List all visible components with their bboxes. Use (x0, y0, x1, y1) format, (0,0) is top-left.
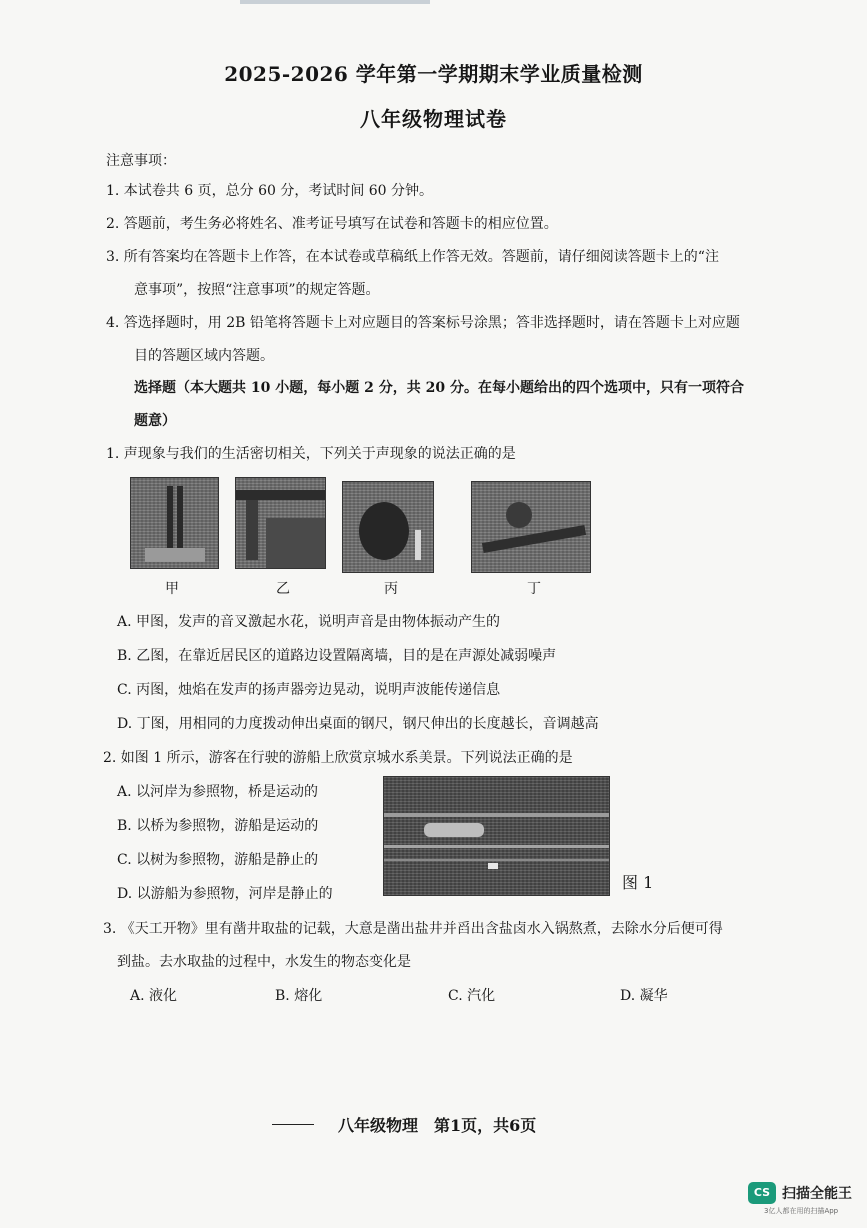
notice-item-continued: 意事项”，按照“注意事项”的规定答题。 (134, 282, 380, 298)
notice-item-continued: 目的答题区域内答题。 (134, 348, 274, 364)
scanner-tagline: 3亿人都在用的扫描App (764, 1207, 839, 1215)
notice-heading: 注意事项： (106, 153, 176, 169)
figure-caption-ding: 丁 (527, 581, 541, 597)
section-header-continued: 题意） (134, 413, 176, 429)
scan-top-mark (240, 0, 430, 4)
question-2-option-b: B. 以桥为参照物，游船是运动的 (117, 818, 319, 834)
question-3-option-a: A. 液化 (130, 988, 178, 1004)
question-2-stem: 2. 如图 1 所示，游客在行驶的游船上欣赏京城水系美景。下列说法正确的是 (103, 750, 573, 766)
figure-yi-noise-barrier (235, 477, 326, 569)
question-1-stem: 1. 声现象与我们的生活密切相关，下列关于声现象的说法正确的是 (106, 446, 516, 462)
figure-caption-yi: 乙 (276, 581, 290, 597)
page-footer: 八年级物理 第1页，共6页 (338, 1116, 537, 1135)
question-3-stem: 3. 《天工开物》里有凿井取盐的记载，大意是凿出盐井并舀出含盐卤水入锅熬煮，去除水分后便可得 (103, 921, 723, 937)
question-2-option-a: A. 以河岸为参照物，桥是运动的 (117, 784, 319, 800)
notice-item: 4. 答选择题时，用 2B 铅笔将答题卡上对应题目的答案标号涂黑；答非选择题时，请在答题卡上对应题 (106, 315, 740, 331)
figure-bing-speaker-candle (342, 481, 434, 573)
figure-jia-tuning-fork (130, 477, 219, 569)
figure-caption-bing: 丙 (384, 581, 398, 597)
notice-item: 1. 本试卷共 6 页，总分 60 分，考试时间 60 分钟。 (106, 183, 434, 199)
figure-ding-steel-ruler (471, 481, 591, 573)
figure-1-tour-boat (383, 776, 610, 896)
question-1-option-b: B. 乙图，在靠近居民区的道路边设置隔离墙，目的是在声源处减弱噪声 (117, 648, 557, 664)
figure-caption-jia: 甲 (165, 581, 179, 597)
question-3-option-d: D. 凝华 (620, 988, 668, 1004)
question-3-option-b: B. 熔化 (275, 988, 323, 1004)
question-3-option-c: C. 汽化 (448, 988, 496, 1004)
question-1-option-d: D. 丁图，用相同的力度拨动伸出桌面的钢尺，钢尺伸出的长度越长，音调越高 (117, 716, 599, 732)
question-1-option-c: C. 丙图，烛焰在发声的扬声器旁边晃动，说明声波能传递信息 (117, 682, 501, 698)
figure-1-label: 图 1 (622, 873, 654, 892)
footer-rule (272, 1124, 314, 1125)
notice-item: 2. 答题前，考生务必将姓名、准考证号填写在试卷和答题卡的相应位置。 (106, 216, 558, 232)
camscanner-logo-icon: CS (748, 1182, 776, 1204)
question-2-option-c: C. 以树为参照物，游船是静止的 (117, 852, 319, 868)
question-2-option-d: D. 以游船为参照物，河岸是静止的 (117, 886, 333, 902)
scanner-brand-name: 扫描全能王 (782, 1186, 852, 1202)
notice-item: 3. 所有答案均在答题卡上作答，在本试卷或草稿纸上作答无效。答题前，请仔细阅读答题卡上的“注 (106, 249, 719, 265)
question-3-stem-continued: 到盐。去水取盐的过程中，水发生的物态变化是 (117, 954, 411, 970)
section-header: 选择题（本大题共 10 小题，每小题 2 分，共 20 分。在每小题给出的四个选项中，只有一项符合 (134, 380, 744, 396)
exam-title: 2025-2026 学年第一学期期末学业质量检测 (224, 62, 643, 86)
exam-subtitle: 八年级物理试卷 (360, 107, 507, 131)
question-1-option-a: A. 甲图，发声的音叉激起水花，说明声音是由物体振动产生的 (117, 614, 501, 630)
